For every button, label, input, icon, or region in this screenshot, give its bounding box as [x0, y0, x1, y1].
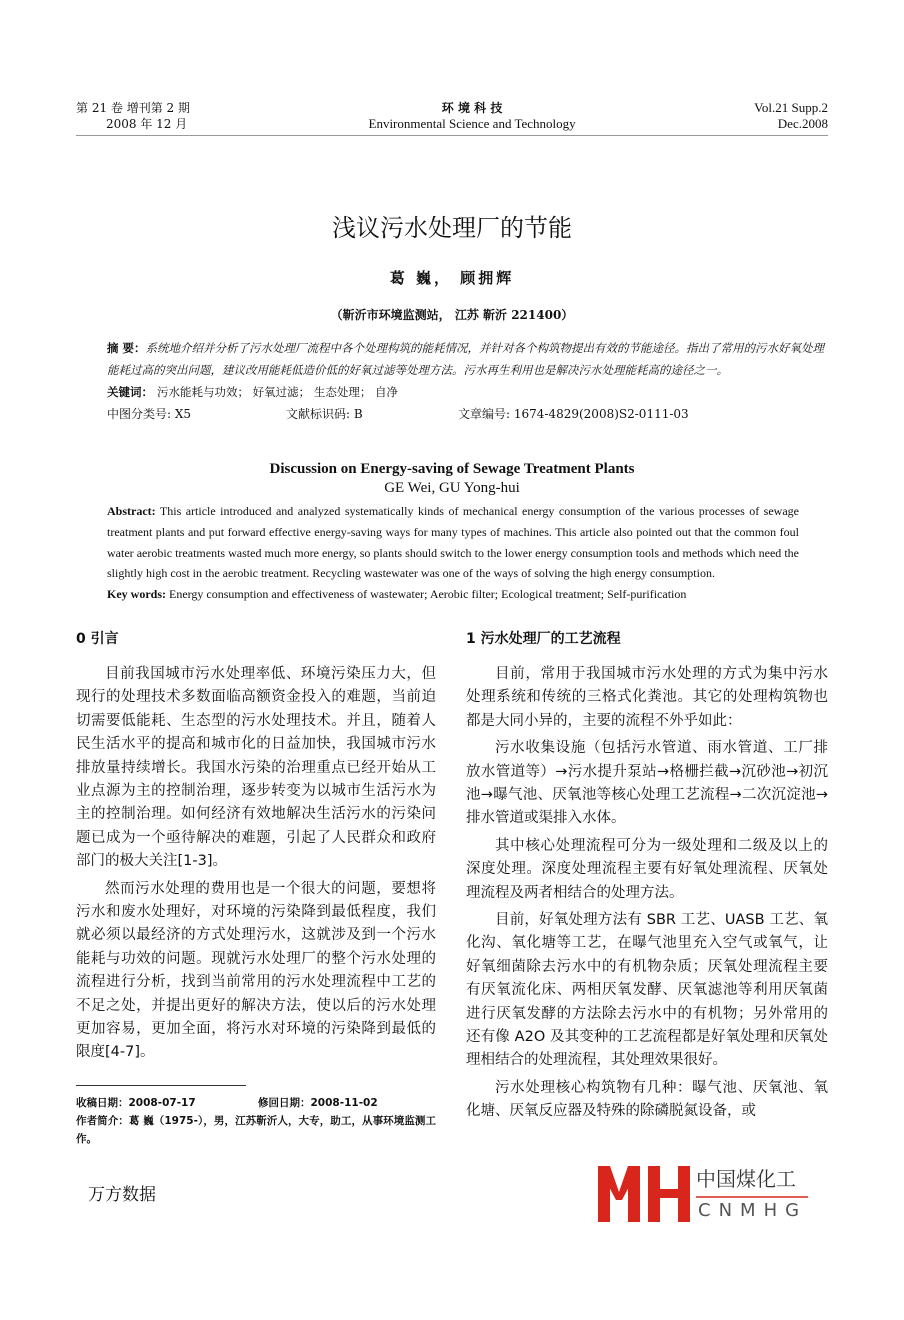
watermark-logo — [598, 1162, 828, 1224]
abstract-text: 系统地介绍并分析了污水处理厂流程中各个处理构筑的能耗情况，并针对各个构筑物提出有效的节能途径。指出了常用的污水好氧处理能耗过高的突出问题，建议改用能耗低造价低的好氧过滤等处理方法。污水再生利用也是解决污水处理能耗高的途径之一。 — [107, 341, 825, 377]
logo-subtext: CNMHG — [698, 1199, 808, 1221]
section-heading-intro: 0 引言 — [76, 630, 119, 647]
keywords-en-text: Energy consumption and effectiveness of wastewater; Aerobic filter; Ecological treatment; Self-purification — [169, 587, 687, 602]
volume-en: Vol.21 Supp.2 — [754, 100, 828, 115]
issue-date: 2008 年 12 月 — [106, 117, 188, 131]
paragraph: 目前，常用于我国城市污水处理的方式为集中污水处理系统和传统的三格式化粪池。其它的处理构筑物也都是大同小异的，主要的流程不外乎如此： — [466, 665, 828, 729]
english-title: Discussion on Energy-saving of Sewage Treatment Plants — [269, 461, 635, 477]
paragraph: 目前我国城市污水处理率低、环境污染压力大，但现行的处理技术多数面临高额资金投入的难题，当前迫切需要低能耗、生态型的污水处理技术。并且，随着人民生活水平的提高和城市化的日益加快，我国城市污水排放量持续增长。我国水污染的治理重点已经开始从工业点源为主的控制治理，逐步转变为以城市生活污水为主的控制治理。如何经济有效地解决生活污水的污染问题已成为一个亟待解决的难题，引起了人民群众和政府部门的极大关注[1-3]。 — [76, 665, 436, 870]
journal-volume — [76, 100, 190, 132]
section-heading-process: 1 污水处理厂的工艺流程 — [466, 630, 621, 647]
english-authors: GE Wei, GU Yong-hui — [384, 480, 520, 496]
document-code: 文献标识码: B — [286, 407, 363, 421]
keywords-cn — [107, 381, 828, 403]
journal-volume-en — [754, 100, 828, 132]
journal-name-cn: 环 境 科 技 — [441, 101, 503, 115]
journal-header — [76, 100, 828, 136]
classification-row — [107, 403, 828, 425]
revised-date: 修回日期：2008-11-02 — [258, 1096, 378, 1109]
footnotes — [76, 1069, 436, 1148]
paragraph: 目前，好氧处理方法有 SBR 工艺、UASB 工艺、氧化沟、氧化塘等工艺，在曝气池里充入空气或氧气，让好氧细菌除去污水中的有机物杂质；厌氧处理流程主要有厌氧流化床、两相厌氧发酵、厌氧滤池等利用厌氧菌进行厌氧发酵的方法除去污水中的有机物；另外常用的还有像 A2O 及其变种的工艺流程都是好氧处理和厌氧处理相结合的处理流程，其处理效果很好。 — [466, 912, 828, 1069]
source-watermark: 万方数据 — [88, 1185, 156, 1206]
abstract-en-label: Abstract: — [107, 504, 156, 518]
keywords-text: 污水能耗与功效； 好氧过滤； 生态处理； 自净 — [157, 385, 398, 399]
page-footer — [76, 1162, 828, 1224]
abstract-en-text: This article introduced and analyzed systematically kinds of mechanical energy consumption of the various processes of sewage treatment plants and put forward effective energy-saving ways for many types of machines. This article also pointed out that the common foul water aerobic treatments wasted much more energy, so plants should switch to the lower energy consumption tools and methods which need the slightly high cost in the aerobic treatment. Recycling wastewater was one of the ways of solving the high energy consumption. — [107, 504, 799, 581]
abstract-cn — [107, 337, 828, 381]
paragraph: 污水处理核心构筑物有几种：曝气池、厌氧池、氧化塘、厌氧反应器及特殊的除磷脱氮设备，或 — [466, 1079, 828, 1120]
received-date: 收稿日期：2008-07-17 — [76, 1096, 196, 1109]
paragraph: 污水收集设施（包括污水管道、雨水管道、工厂排放水管道等）→污水提升泵站→格栅拦截→沉砂池→初沉池→曝气池、厌氧池等核心处理工艺流程→二次沉淀池→排水管道或渠排入水体。 — [466, 740, 828, 827]
paragraph: 然而污水处理的费用也是一个很大的问题，要想将污水和废水处理好，对环境的污染降到最低程度，我们就必须以最经济的方式处理污水，这就涉及到一个污水能耗与功效的问题。现就污水处理厂的整个污水处理的流程进行分析，找到当前常用的污水处理流程中工艺的不足之处，并提出更好的解决方法，使以后的污水处理更加容易，更加全面，将污水对环境的污染降到最低的限度[4-7]。 — [76, 880, 436, 1061]
abstract-label: 摘 要： — [107, 341, 146, 355]
keywords-label: 关键词： — [107, 385, 153, 399]
paper-title: 浅议污水处理厂的节能 — [332, 214, 572, 242]
left-column — [76, 629, 436, 1148]
keywords-en — [107, 584, 799, 605]
body-columns — [76, 629, 828, 1148]
journal-name — [369, 100, 576, 132]
right-column — [466, 629, 828, 1148]
abstract-en — [107, 501, 799, 584]
clc-number: 中图分类号: X5 — [107, 407, 192, 421]
paragraph: 其中核心处理流程可分为一级处理和二级及以上的深度处理。深度处理流程主要有好氧处理流程、厌氧处理流程及两者相结合的处理方法。 — [466, 837, 828, 901]
keywords-en-label: Key words: — [107, 587, 166, 602]
author-bio: 作者简介：葛 巍（1975-），男，江苏靳沂人，大专，助工，从事环境监测工作。 — [76, 1114, 436, 1145]
article-number: 文章编号: 1674-4829(2008)S2-0111-03 — [458, 407, 689, 421]
footnote-rule — [76, 1085, 246, 1086]
authors: 葛 巍， 顾拥辉 — [389, 269, 515, 287]
date-en: Dec.2008 — [777, 116, 828, 131]
logo-text: 中国煤化工 — [696, 1166, 796, 1191]
journal-name-en: Environmental Science and Technology — [368, 116, 576, 131]
volume-issue: 第 21 卷 增刊第 2 期 — [76, 101, 190, 115]
affiliation: （靳沂市环境监测站， 江苏 靳沂 221400） — [330, 308, 574, 322]
